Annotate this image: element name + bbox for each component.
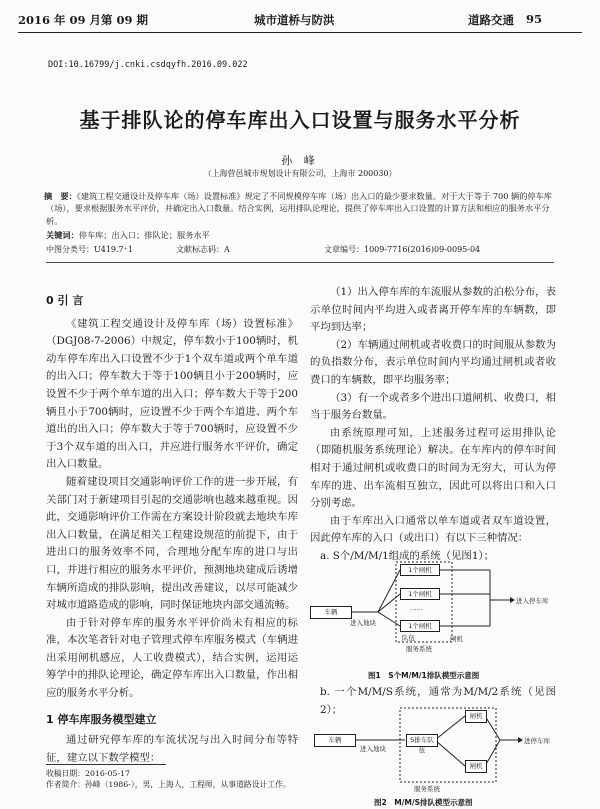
figure-1 bbox=[310, 560, 556, 660]
page-number: 95 bbox=[526, 12, 543, 26]
footnote bbox=[46, 768, 296, 790]
figure-2-lines bbox=[310, 706, 556, 794]
queue-box: S排车队伍 bbox=[406, 734, 438, 747]
out-label: 进入停车库 bbox=[516, 597, 549, 605]
intro-paragraph-2: 随着建设项目交通影响评价工作的进一步开展，有关部门对于新建项目引起的交通影响也越来越重视。因此，交通影响评价工作需在方案设计阶段就去地块车库出入口数量，在满足相关工程建设规范的前提下，由于进出口的服务效率不同，合理地分配车库的进口与出口，并进行相应的服务水平评价，预测地块建成后诱增车辆所造成的排队影响，提出改善建议，以尽可能减少对城市道路造成的影响，同时保证地块内部交通流畅。 bbox=[46, 475, 298, 612]
assumption-1: （1）出入停车库的车流服从参数的泊松分布，表示单位时间内平均进入或者离开停车库的车辆数，即平均到达率； bbox=[310, 286, 556, 334]
keywords-label: 关键词： bbox=[46, 230, 79, 240]
vehicle-box-2: 车辆 bbox=[314, 734, 356, 747]
figure-2 bbox=[310, 706, 556, 794]
enter-label-2: 进入地块 bbox=[360, 745, 386, 753]
assumption-3: （3）有一个或者多个进出口道闸机、收费口，相当于服务台数量。 bbox=[310, 391, 556, 422]
keywords bbox=[46, 230, 210, 241]
service-label: 服务系统 bbox=[406, 645, 432, 653]
abstract-label: 摘 要： bbox=[44, 191, 77, 201]
section1-paragraph-1: 通过研究停车库的车流状况与出入时间分布等特征，建立以下数学模型： bbox=[46, 734, 298, 764]
right-column bbox=[310, 284, 556, 566]
running-header bbox=[18, 8, 582, 30]
left-column bbox=[46, 292, 298, 767]
affiliation: （上海营邑城市规划设计有限公司，上海市 200030） bbox=[203, 169, 397, 178]
clc-number: 中图分类号：U419.7⁺1 bbox=[46, 245, 133, 254]
assumption-2: （2）车辆通过闸机或者收费口的时间服从参数为的负指数分布，表示单位时间内平均通过闸机或者收费口的车辆数，即平均服务率； bbox=[310, 338, 556, 386]
gate-label: 闸机 bbox=[450, 635, 463, 643]
received-date: 收稿日期：2016-05-17 bbox=[46, 769, 130, 778]
header-rule bbox=[18, 32, 582, 33]
abstract-text: 《建筑工程交通设计及停车库（场）设置标准》规定了不同规模停车库（场）出入口的最少要求数量。对于大于等于 700 辆的停车库（场），要求根据服务水平评价，并确定出入口数量。结合实例，运用排队论理论，提供了停车库出入口设置的计算方法和相应的服务水平分析。 bbox=[46, 191, 552, 226]
enter-label: 进入地块 bbox=[350, 619, 376, 627]
section1-heading: 1 停车库服务模型建立 bbox=[46, 712, 157, 726]
gate-box-b: 闸机 bbox=[465, 760, 487, 773]
section-label: 道路交通 bbox=[468, 13, 514, 27]
journal-column: 城市道桥与防洪 bbox=[254, 13, 335, 27]
service-label-2: 服务系统 bbox=[414, 785, 440, 793]
intro-paragraph-1: 《建筑工程交通设计及停车库（场）设置标准》（DGJ08-7-2006）中规定，停车数小于100辆时，机动车停车库出入口设置不少于1个双车道或两个单车道的出入口；停车数大于等于100辆且小于200辆时，应设置不少于两个单车道的出入口；停车数大于等于200辆且小于700辆时，应设置不少于两个车道进、两个车道出的出入口；停车数大于等于700辆时，应设置不少于3个双车道的出入口，并应进行服务水平评价，确定出入口数量。 bbox=[46, 317, 298, 471]
cases-intro: 由于车库出入口通常以单车道或者双车道设置，因此停车库的入口（或出口）有以下三种情况： bbox=[310, 514, 556, 545]
case-b: b. 一个M/M/S系统，通常为M/M/2系统（见图2）； bbox=[320, 686, 556, 716]
gate-box-3: 1个闸机 bbox=[400, 620, 440, 632]
vehicle-box: 车辆 bbox=[310, 606, 352, 619]
author: 孙 峰 bbox=[281, 154, 319, 167]
abstract bbox=[46, 190, 556, 227]
keywords-text: 停车库；出入口；排队论；服务水平 bbox=[78, 230, 210, 240]
out-label-2: 进停车库 bbox=[524, 737, 550, 745]
doi: DOI:10.16799/j.cnki.csdqyfh.2016.09.022 bbox=[48, 60, 248, 70]
system-paragraph: 由系统原理可知，上述服务过程可运用排队论（即随机服务系统理论）解决。在车库内的停车时间相对于通过闸机或收费口的时间为无穷大，可认为停车库的进、出车流相互独立，因此可以将出口和入口分别考虑。 bbox=[310, 426, 556, 510]
document-code: 文献标志码：A bbox=[176, 245, 230, 254]
case-a: a. S个/M/M/1组成的系统（见图1）； bbox=[320, 549, 495, 562]
queue-label: 队伍 bbox=[402, 634, 415, 642]
intro-paragraph-3: 由于针对停车库的服务水平评价尚未有相应的标准，本次笔者针对电子管理式停车库服务模式（车辆进出采用闸机感应，人工收费模式），结合实例，运用运筹学中的排队论理论，确定停车库出入口数量，作出相应的服务水平分析。 bbox=[46, 616, 298, 700]
gate-box-1: 1个闸机 bbox=[400, 564, 440, 576]
article-title: 基于排队论的停车库出入口设置与服务水平分析 bbox=[79, 108, 521, 132]
ellipsis: …… bbox=[410, 604, 423, 612]
intro-heading: 0 引 言 bbox=[46, 294, 84, 307]
article-id: 文章编号：1009-7716(2016)09-0095-04 bbox=[324, 245, 481, 254]
footnote-rule bbox=[46, 764, 166, 765]
issue-label: 2016 年 09 月第 09 期 bbox=[18, 13, 149, 27]
author-bio: 作者简介：孙峰（1986-），男，上海人，工程师，从事道路设计工作。 bbox=[46, 780, 291, 789]
article-meta bbox=[46, 244, 556, 256]
gate-box-a: 闸机 bbox=[465, 710, 487, 723]
figure-1-caption: 图1 S个M/M/1排队模型示意图 bbox=[368, 671, 480, 680]
figure-2-caption: 图2 M/M/S排队模型示意图 bbox=[374, 798, 473, 807]
meta-rule bbox=[46, 262, 554, 263]
gate-box-2: 1个闸机 bbox=[400, 588, 440, 600]
